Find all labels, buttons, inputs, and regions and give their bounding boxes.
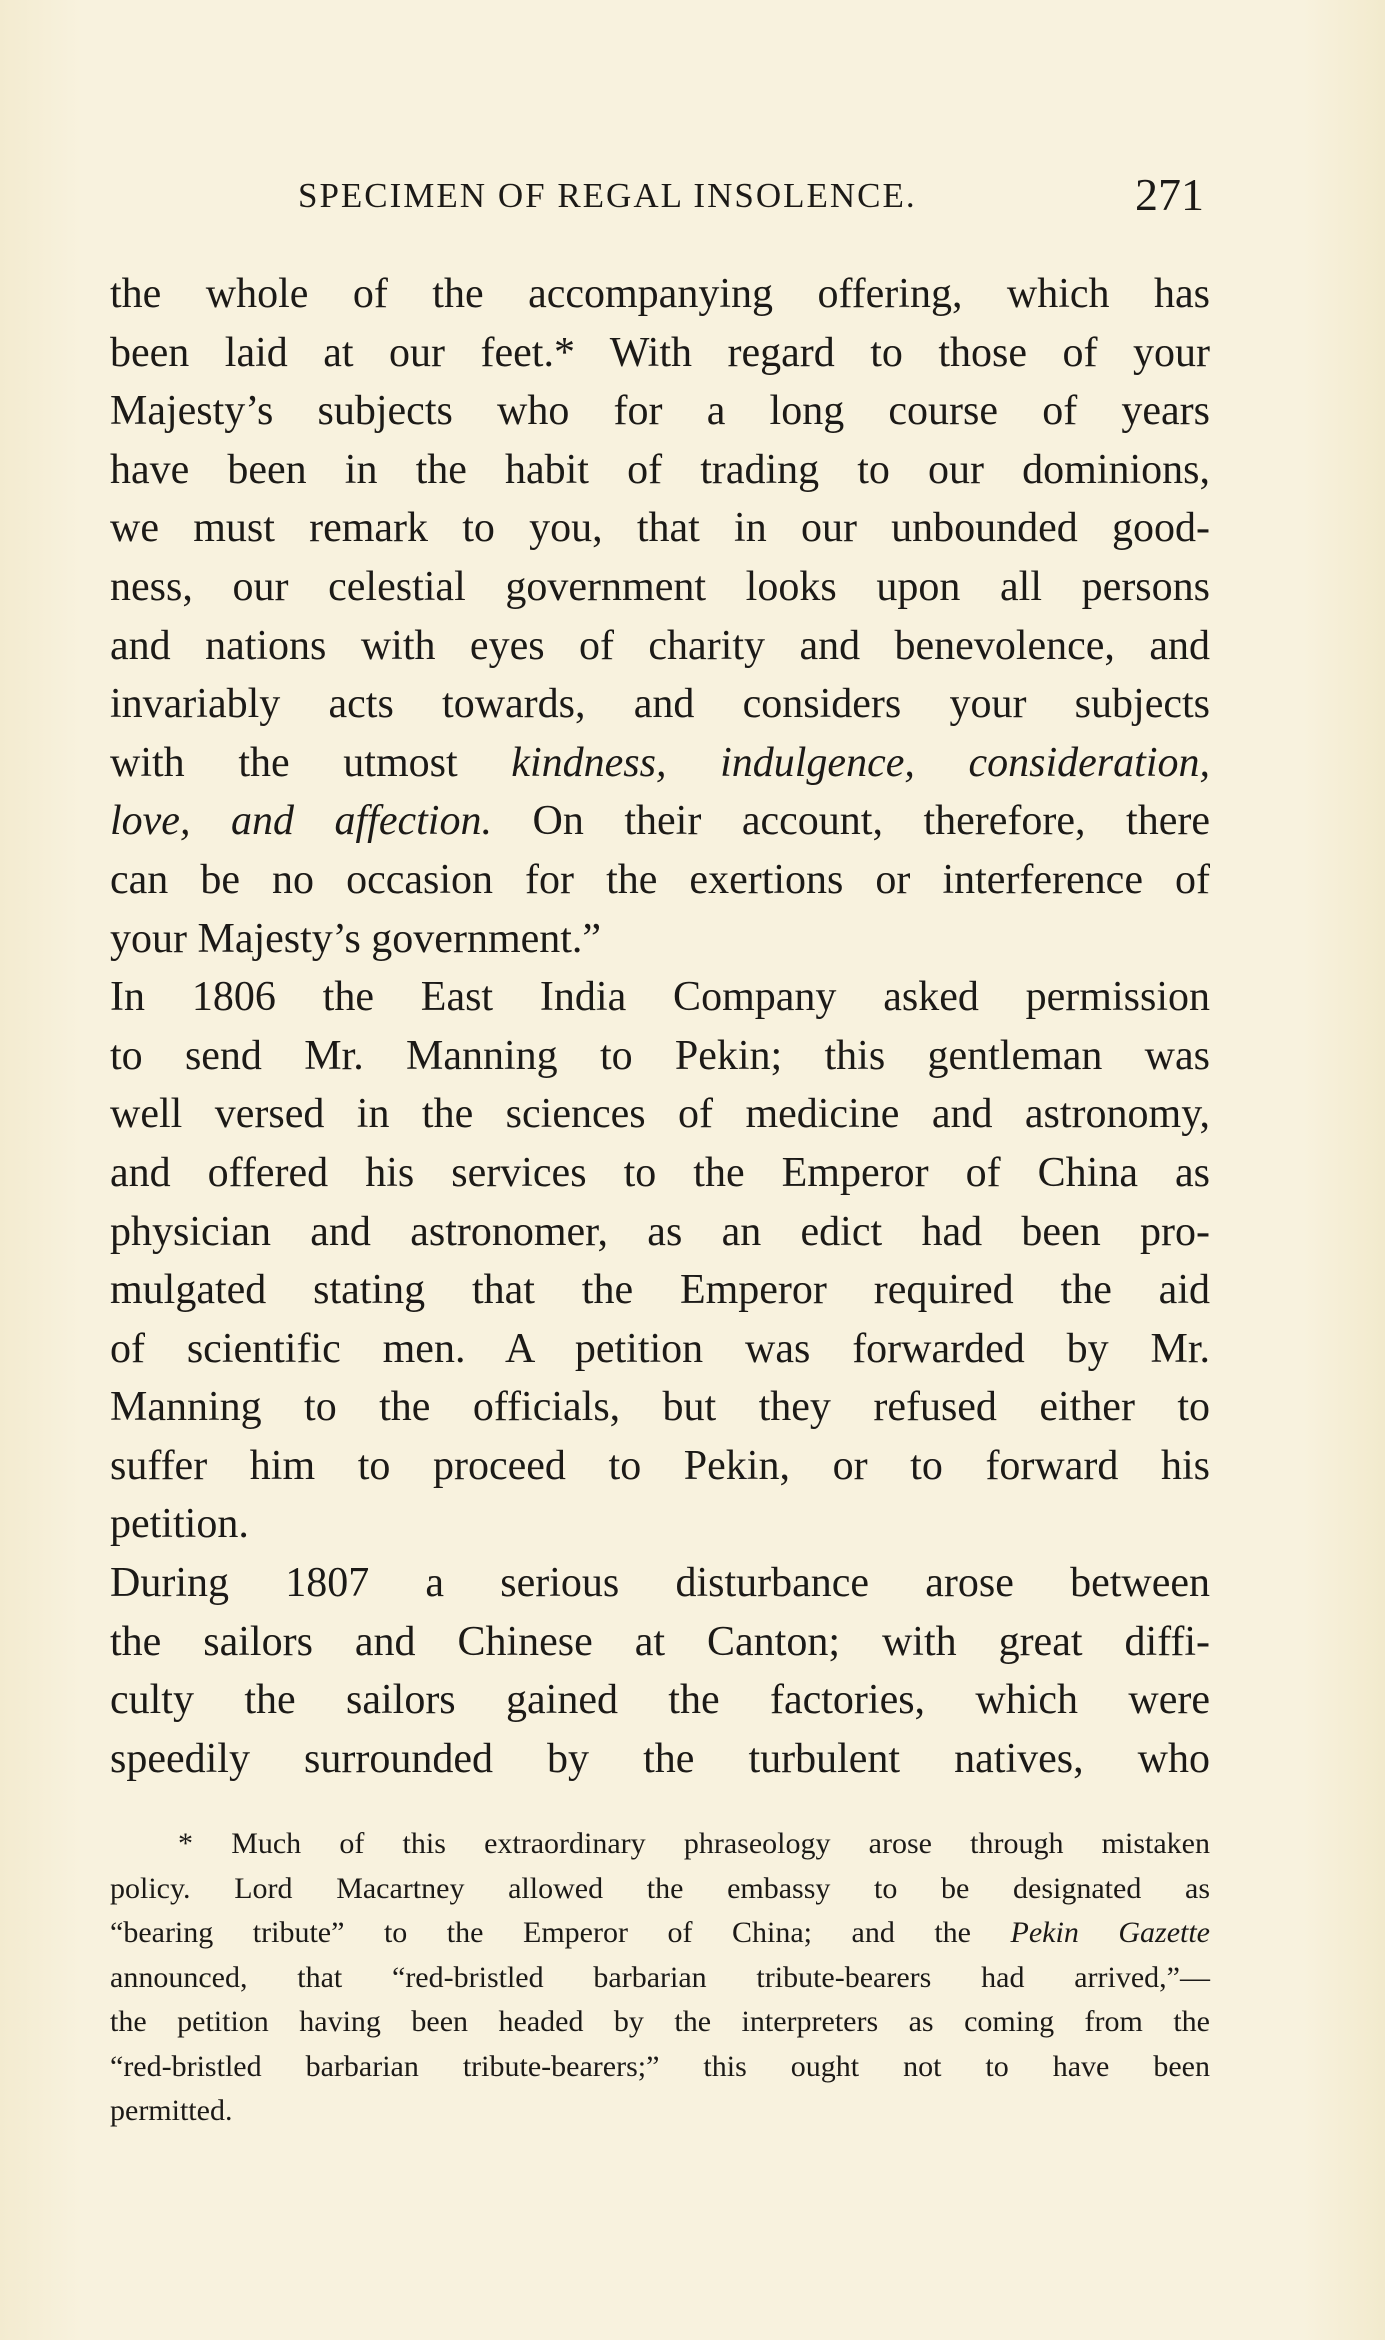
- running-title: SPECIMEN OF REGAL INSOLENCE.: [298, 176, 917, 215]
- text-run: with the utmost: [110, 739, 512, 786]
- text-line: culty the sailors gained the factories, which were: [110, 1677, 1210, 1724]
- text-line: mulgated stating that the Emperor required the aid: [110, 1267, 1210, 1314]
- paragraph-3: [110, 1554, 1210, 1788]
- text-line: been laid at our feet.* With regard to those of your: [110, 329, 1210, 376]
- text-line: physician and astronomer, as an edict had been pro-: [110, 1208, 1210, 1255]
- text-line: have been in the habit of trading to our dominions,: [110, 446, 1210, 493]
- text-line: [110, 792, 1210, 851]
- paragraph-2: [110, 968, 1210, 1554]
- page-header: [110, 168, 1210, 228]
- footnote-line: announced, that “red-bristled barbarian tribute-bearers had arrived,”—: [110, 1960, 1210, 1994]
- text-line: the sailors and Chinese at Canton; with great diffi-: [110, 1618, 1210, 1665]
- text-line: ness, our celestial government looks upon all persons: [110, 563, 1210, 610]
- paragraph-1: [110, 265, 1210, 968]
- text-run: On their account, therefore, there: [491, 798, 1210, 845]
- text-line: the whole of the accompanying offering, which has: [110, 271, 1210, 317]
- text-line: of scientific men. A petition was forwarded by Mr.: [110, 1325, 1210, 1372]
- footnote: [110, 1822, 1210, 2134]
- footnote-line: policy. Lord Macartney allowed the embassy to be designated as: [110, 1871, 1210, 1905]
- text-line: [110, 734, 1210, 793]
- text-line: During 1807 a serious disturbance arose between: [110, 1560, 1210, 1607]
- text-run: “bearing tribute” to the Emperor of China; and the: [110, 1916, 1011, 1949]
- text-line: can be no occasion for the exertions or interference of: [110, 856, 1210, 903]
- text-line: well versed in the sciences of medicine and astronomy,: [110, 1091, 1210, 1138]
- text-line: we must remark to you, that in our unbounded good-: [110, 505, 1210, 552]
- footnote-line: permitted.: [110, 2094, 233, 2127]
- text-line: In 1806 the East India Company asked permission: [110, 974, 1210, 1021]
- main-text: [110, 265, 1210, 1788]
- text-line: invariably acts towards, and considers your subjects: [110, 681, 1210, 728]
- text-line: Majesty’s subjects who for a long course of years: [110, 388, 1210, 435]
- text-line: Manning to the officials, but they refused either to: [110, 1384, 1210, 1431]
- text-line: speedily surrounded by the turbulent natives, who: [110, 1735, 1210, 1782]
- text-line: to send Mr. Manning to Pekin; this gentleman was: [110, 1032, 1210, 1079]
- italic-text: kindness, indulgence, consideration,: [511, 739, 1210, 786]
- italic-text: Pekin Gazette: [1010, 1916, 1210, 1949]
- text-line: your Majesty’s government.”: [110, 915, 602, 962]
- text-line: petition.: [110, 1501, 249, 1548]
- footnote-line: * Much of this extraordinary phraseology arose through mistaken: [178, 1827, 1210, 1860]
- footnote-line: “red-bristled barbarian tribute-bearers;” this ought not to have been: [110, 2049, 1210, 2083]
- italic-text: love, and affection.: [110, 798, 492, 845]
- text-line: and nations with eyes of charity and benevolence, and: [110, 622, 1210, 669]
- footnote-line: the petition having been headed by the interpreters as coming from the: [110, 2005, 1210, 2038]
- page-number: 271: [1135, 169, 1204, 220]
- footnote-line: [110, 1911, 1210, 1956]
- text-line: and offered his services to the Emperor of China as: [110, 1149, 1210, 1196]
- text-line: suffer him to proceed to Pekin, or to forward his: [110, 1442, 1210, 1489]
